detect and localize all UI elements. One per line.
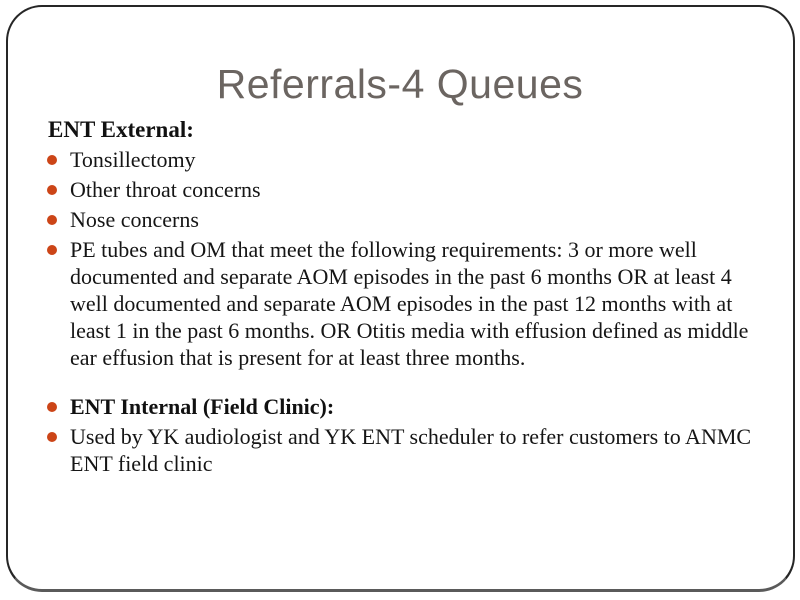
list-item [46, 423, 762, 477]
list-item [46, 146, 762, 173]
bullet-icon [47, 185, 57, 195]
bullet-icon [47, 245, 57, 255]
bullet-icon [47, 402, 57, 412]
bullet-text: Tonsillectomy [70, 147, 196, 172]
bullet-icon [47, 155, 57, 165]
list-item [46, 206, 762, 233]
bullet-icon [47, 432, 57, 442]
bullet-list-ent-internal [46, 393, 762, 477]
bullet-icon [47, 215, 57, 225]
bullet-list-ent-external [46, 146, 762, 371]
bullet-text: Nose concerns [70, 207, 199, 232]
bullet-text: PE tubes and OM that meet the following requirements: 3 or more well documented and separate AOM episodes in the past 6 months OR at least 4 well documented and separate AOM episodes in the past 12 months with at least 1 in the past 6 months. OR Otitis media with effusion defined as middle ear effusion that is present for at least three months. [70, 237, 749, 370]
section-heading-ent-external: ENT External: [48, 117, 194, 142]
bullet-text: Other throat concerns [70, 177, 261, 202]
list-item [46, 236, 762, 371]
bullet-text: Used by YK audiologist and YK ENT scheduler to refer customers to ANMC ENT field clinic [70, 424, 752, 476]
bullet-text: ENT Internal (Field Clinic): [70, 394, 335, 419]
slide-title: Referrals-4 Queues [216, 61, 584, 107]
list-item [46, 176, 762, 203]
list-item [46, 393, 762, 420]
slide-body [46, 116, 762, 480]
